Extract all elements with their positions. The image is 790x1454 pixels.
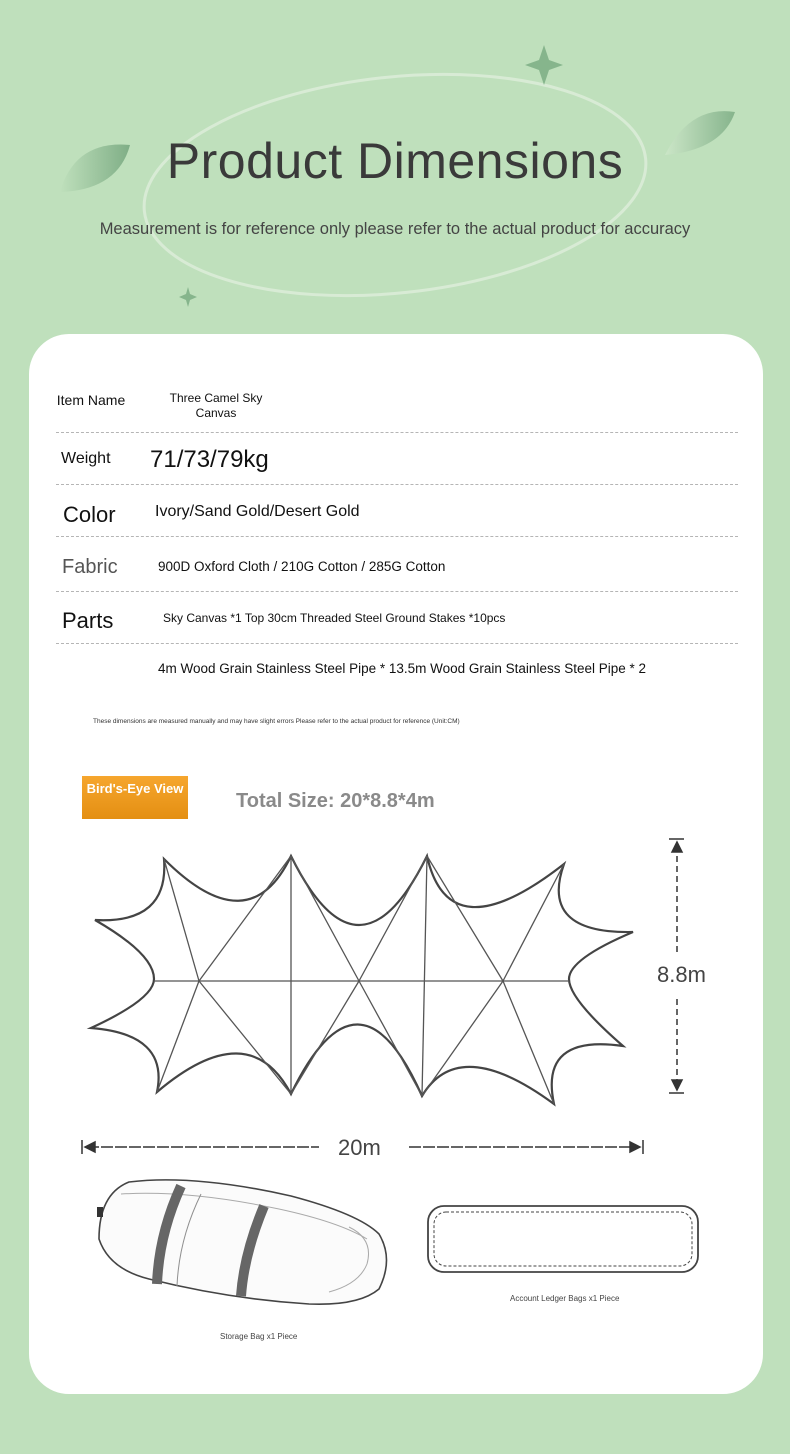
page-title: Product Dimensions	[166, 133, 624, 189]
spec-value: Ivory/Sand Gold/Desert Gold	[155, 503, 360, 520]
spec-label: Weight	[61, 450, 111, 467]
page-subtitle: Measurement is for reference only please refer to the actual product for accuracy	[99, 220, 691, 238]
canopy-outline	[91, 856, 633, 1104]
height-label: 8.8m	[657, 962, 706, 987]
spec-label: Item Name	[56, 392, 126, 408]
sparkle-icon	[179, 287, 197, 307]
measurement-note: These dimensions are measured manually and may have slight errors Please refer to the actual product for reference (Unit:CM)	[93, 718, 460, 725]
storage-bag-caption: Storage Bag x1 Piece	[220, 1332, 298, 1341]
header	[0, 0, 790, 334]
spec-card	[29, 334, 763, 1394]
spec-value: Three Camel Sky Canvas	[169, 391, 263, 420]
birds-eye-badge: Bird's-Eye View	[82, 776, 188, 819]
spec-value: Sky Canvas *1 Top 30cm Threaded Steel Ground Stakes *10pcs	[163, 611, 506, 625]
spec-value: 4m Wood Grain Stainless Steel Pipe * 13.5m Wood Grain Stainless Steel Pipe * 2	[158, 661, 647, 676]
width-label: 20m	[338, 1135, 381, 1160]
storage-bag-illustration	[97, 1180, 387, 1304]
spec-value: 71/73/79kg	[150, 446, 269, 473]
spec-label: Parts	[62, 608, 114, 633]
canopy-frame-lines	[154, 856, 569, 1104]
sparkle-icon	[525, 45, 563, 85]
ledger-bag-illustration	[428, 1206, 698, 1272]
ledger-bag-caption: Account Ledger Bags x1 Piece	[510, 1294, 620, 1303]
tent-diagram	[29, 334, 763, 1394]
total-size: Total Size: 20*8.8*4m	[236, 790, 435, 812]
spec-label: Color	[63, 502, 116, 527]
spec-value: 900D Oxford Cloth / 210G Cotton / 285G Cotton	[158, 559, 446, 574]
spec-label: Fabric	[62, 556, 118, 578]
